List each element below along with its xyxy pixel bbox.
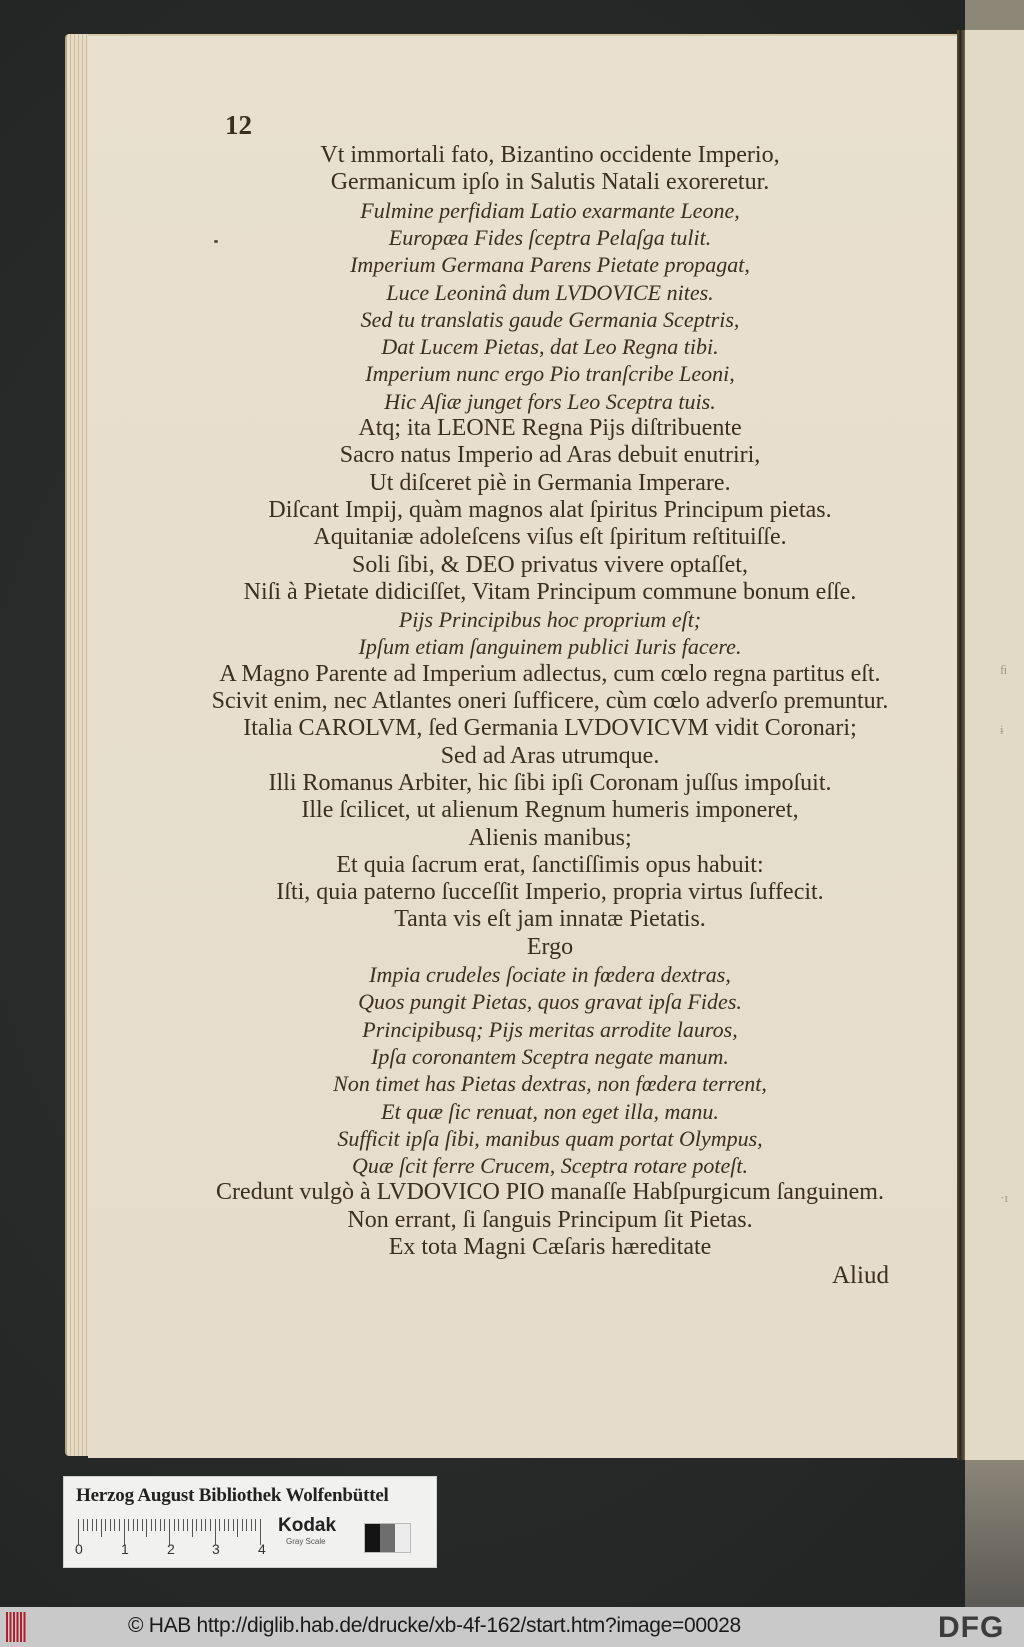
ruler-label: 0 xyxy=(75,1541,83,1557)
ruler-tick xyxy=(146,1519,147,1537)
text-line: Sufficit ipſa ſibi, manibus quam portat Olympus, xyxy=(337,1125,763,1151)
text-line: Credunt vulgò à LVDOVICO PIO manaſſe Habſpurgicum ſanguinem. xyxy=(216,1179,884,1206)
ruler-tick xyxy=(105,1519,106,1531)
ruler-tick xyxy=(192,1519,193,1537)
ruler-tick xyxy=(242,1519,243,1531)
ruler-label: 1 xyxy=(121,1541,129,1557)
right-page-top-shadow xyxy=(965,0,1024,32)
ruler-tick xyxy=(174,1519,175,1531)
text-line: Europæa Fides ſceptra Pelaſga tulit. xyxy=(388,224,712,250)
text-line: Non timet has Pietas dextras, non fœdera terrent, xyxy=(333,1071,767,1097)
text-line: Hic Aſiæ junget fors Leo Sceptra tuis. xyxy=(384,388,716,414)
ruler-tick xyxy=(219,1519,220,1531)
ruler-tick xyxy=(205,1519,206,1531)
text-line: Aquitaniæ adoleſcens viſus eſt ſpiritum reſtituiſſe. xyxy=(313,524,787,551)
text-line: Principibusq; Pijs meritas arrodite lauros, xyxy=(362,1016,738,1042)
ruler-tick xyxy=(96,1519,97,1531)
gray-swatch xyxy=(395,1524,410,1552)
ruler-tick xyxy=(101,1519,102,1537)
ruler-tick xyxy=(237,1519,238,1537)
ruler-label: 4 xyxy=(258,1541,266,1557)
gray-swatch xyxy=(365,1524,380,1552)
ruler-label: 3 xyxy=(212,1541,220,1557)
ruler-tick xyxy=(201,1519,202,1531)
ruler-tick xyxy=(155,1519,156,1531)
ruler-label: 2 xyxy=(167,1541,175,1557)
facing-page-bleed-mark: ɨ xyxy=(1000,722,1004,737)
kodak-logo: Kodak xyxy=(278,1515,337,1536)
facing-page-bleed-mark: ·ɪ xyxy=(1000,1190,1008,1205)
ruler-tick xyxy=(228,1519,229,1531)
ruler-tick xyxy=(87,1519,88,1531)
text-line: Scivit enim, nec Atlantes oneri ſufficere, cùm cœlo adverſo premuntur. xyxy=(211,688,889,714)
ruler-tick xyxy=(128,1519,129,1531)
text-line: Sed tu translatis gaude Germania Sceptris, xyxy=(360,306,740,332)
text-line: Alienis manibus; xyxy=(468,824,632,851)
gray-scale-swatches xyxy=(364,1523,411,1553)
text-line: Atq; ita LEONE Regna Pijs diſtribuente xyxy=(358,415,742,441)
text-line: Italia CAROLVM, ſed Germania LVDOVICVM vidit Coronari; xyxy=(243,715,857,742)
text-line: Et quia ſacrum erat, ſanctiſſimis opus habuit: xyxy=(336,851,764,878)
text-line: Quos pungit Pietas, quos gravat ipſa Fides. xyxy=(358,989,742,1015)
ruler-tick xyxy=(119,1519,120,1531)
text-line: Tanta vis eſt jam innatæ Pietatis. xyxy=(394,906,706,933)
text-line: Ut diſceret piè in Germania Imperare. xyxy=(369,469,731,496)
text-line: Diſcant Impij, quàm magnos alat ſpiritus Principum pietas. xyxy=(268,496,832,523)
text-line: Ipſum etiam ſanguinem publici Iuris facere. xyxy=(358,634,742,660)
catchword: Aliud xyxy=(832,1262,889,1289)
text-line: Luce Leoninâ dum LVDOVICE nites. xyxy=(386,279,714,305)
text-line: Illi Romanus Arbiter, hic ſibi ipſi Coronam juſſus impoſuit. xyxy=(268,769,832,796)
text-line: Non errant, ſi ſanguis Principum ſit Pietas. xyxy=(347,1206,753,1233)
ruler-tick xyxy=(164,1519,165,1531)
ruler-tick xyxy=(251,1519,252,1531)
text-line: Sacro natus Imperio ad Aras debuit enutriri, xyxy=(339,442,761,469)
text-line: Iſti, quia paterno ſucceſſit Imperio, propria virtus ſuffecit. xyxy=(276,879,824,906)
text-line: Impia crudeles ſociate in fœdera dextras, xyxy=(369,962,731,987)
book-gutter xyxy=(957,30,965,1460)
ruler-tick xyxy=(137,1519,138,1531)
ruler-tick xyxy=(178,1519,179,1531)
ruler-tick xyxy=(133,1519,134,1531)
ruler-tick xyxy=(114,1519,115,1531)
ruler-tick xyxy=(246,1519,247,1531)
text-line: Ergo xyxy=(526,933,574,960)
text-line: Ex tota Magni Cæſaris hæreditate xyxy=(388,1234,712,1260)
facing-page-bleed-mark: ﬁ xyxy=(1000,662,1008,677)
ruler-tick xyxy=(196,1519,197,1531)
ruler-tick xyxy=(255,1519,256,1531)
text-line: Fulmine perfidiam Latio exarmante Leone, xyxy=(360,197,740,223)
page-number: 12 xyxy=(225,110,252,140)
ruler-tick xyxy=(210,1519,211,1531)
footer-bar xyxy=(0,1607,1024,1647)
hab-logo-icon xyxy=(6,1612,26,1642)
text-line: Et quæ ſic renuat, non eget illa, manu. xyxy=(381,1098,719,1124)
facing-page-bottom xyxy=(965,1460,1024,1607)
ruler-tick xyxy=(142,1519,143,1531)
gray-swatch xyxy=(380,1524,395,1552)
ruler-tick xyxy=(151,1519,152,1531)
copyright-url: © HAB http://diglib.hab.de/drucke/xb-4f-162/start.htm?image=00028 xyxy=(128,1614,741,1637)
kodak-subtitle: Gray Scale xyxy=(286,1537,326,1546)
text-line: A Magno Parente ad Imperium adlectus, cum cœlo regna partitus eſt. xyxy=(219,660,881,687)
library-name: Herzog August Bibliothek Wolfenbüttel xyxy=(76,1485,389,1506)
ruler-tick xyxy=(160,1519,161,1531)
text-line: Sed ad Aras utrumque. xyxy=(440,742,660,769)
ruler-tick xyxy=(92,1519,93,1531)
text-line: Imperium Germana Parens Pietate propagat, xyxy=(350,252,750,278)
text-line: Soli ſibi, & DEO privatus vivere optaſſet, xyxy=(352,551,748,578)
text-line: Quæ ſcit ferre Crucem, Sceptra rotare poteſt. xyxy=(352,1153,748,1179)
text-line: Imperium nunc ergo Pio tranſcribe Leoni, xyxy=(365,361,735,387)
text-line: Pijs Principibus hoc proprium eſt; xyxy=(398,607,702,633)
library-label-card xyxy=(64,1477,436,1567)
text-line: Ipſa coronantem Sceptra negate manum. xyxy=(371,1043,729,1069)
facing-page xyxy=(965,30,1024,1460)
text-line: Ille ſcilicet, ut alienum Regnum humeris imponeret, xyxy=(301,797,799,824)
ruler-tick xyxy=(83,1519,84,1531)
text-line: Dat Lucem Pietas, dat Leo Regna tibi. xyxy=(381,334,719,360)
ruler-tick xyxy=(187,1519,188,1531)
text-line: Vt immortali fato, Bizantino occidente Imperio, xyxy=(320,142,780,168)
ruler-tick xyxy=(110,1519,111,1531)
ruler-tick xyxy=(224,1519,225,1531)
ruler-tick xyxy=(233,1519,234,1531)
text-line: Germanicum ipſo in Salutis Natali exoreretur. xyxy=(330,169,770,196)
dfg-logo: DFG xyxy=(938,1611,1005,1644)
ruler-tick xyxy=(183,1519,184,1531)
text-line: Niſi à Pietate didiciſſet, Vitam Principum commune bonum eſſe. xyxy=(243,578,857,605)
